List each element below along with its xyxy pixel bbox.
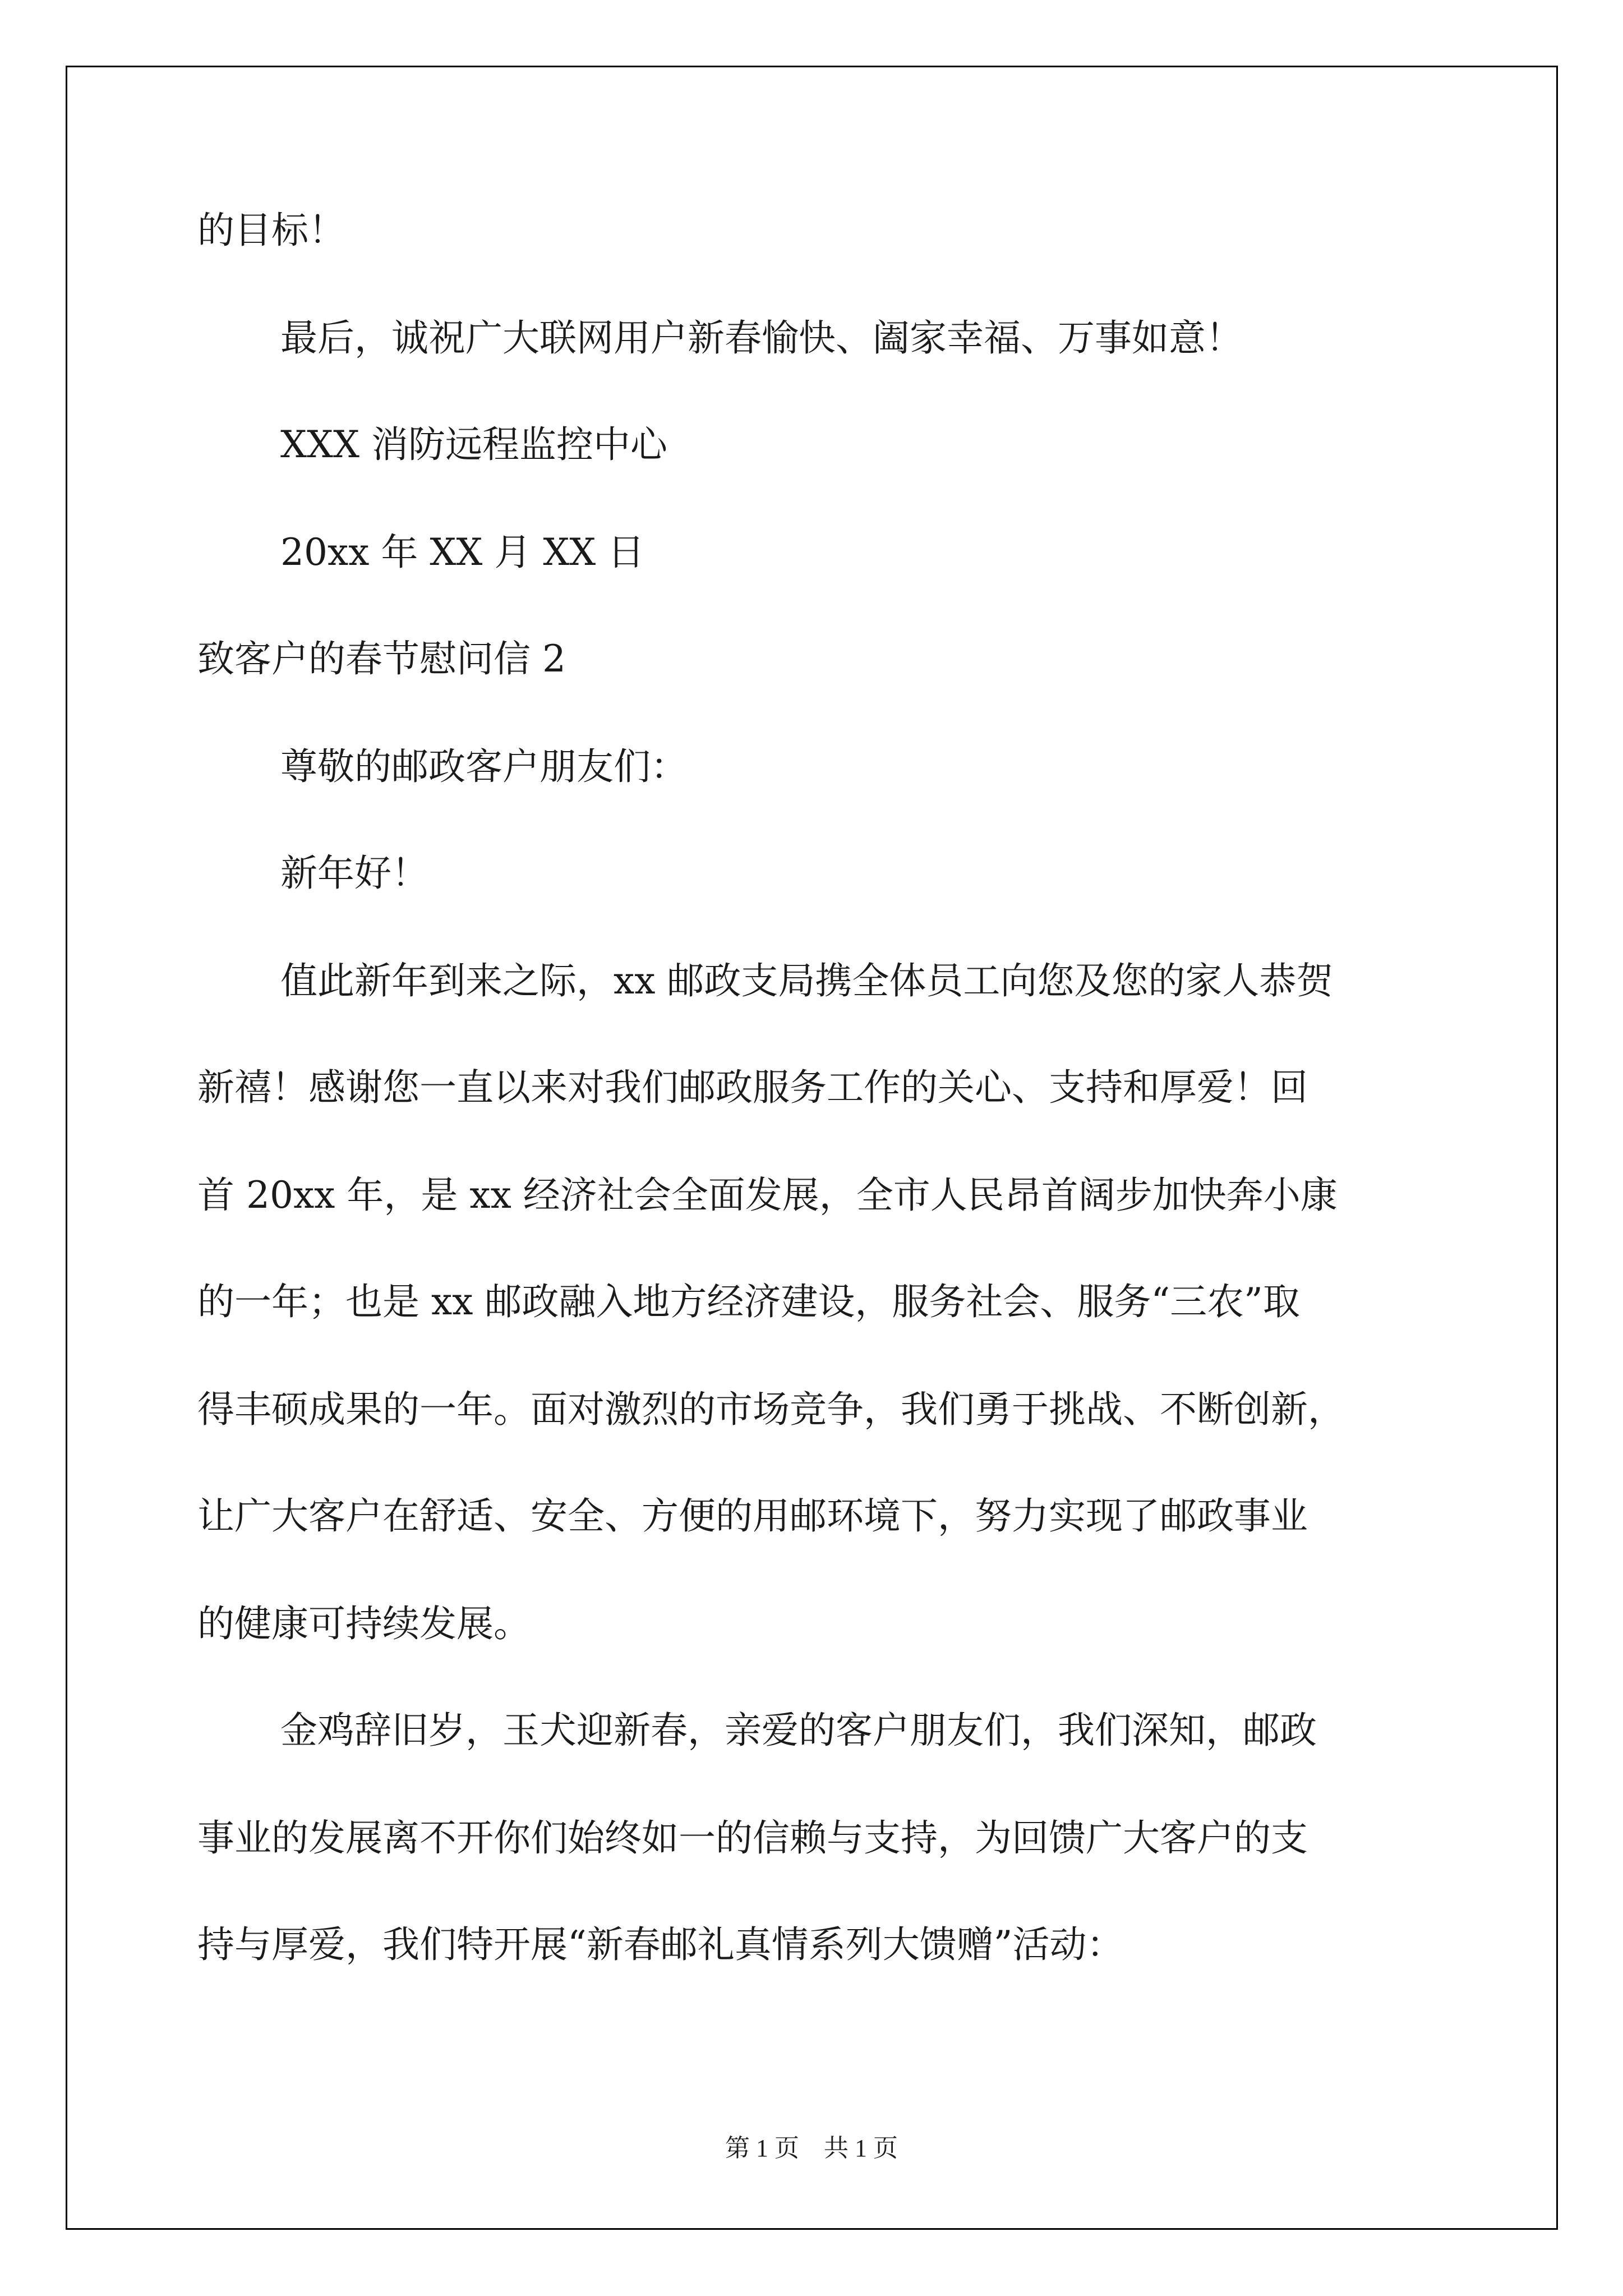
text-line: 的目标！ [197,209,345,252]
text-line: 事业的发展离不开你们始终如一的信赖与支持，为回馈广大客户的支 [197,1816,1308,1860]
text-line: XXX 消防远程监控中心 [280,423,667,466]
text-line: 新禧！感谢您一直以来对我们邮政服务工作的关心、支持和厚爱！回 [197,1066,1308,1109]
text-line: 首 20xx 年，是 xx 经济社会全面发展，全市人民昂首阔步加快奔小康 [197,1174,1338,1217]
section-title: 致客户的春节慰问信 2 [197,637,566,680]
page-footer: 第 1 页 共 1 页 [725,2134,898,2162]
greeting: 新年好！ [280,852,428,895]
salutation: 尊敬的邮政客户朋友们： [280,745,688,788]
text-line: 得丰硕成果的一年。面对激烈的市场竞争，我们勇于挑战、不断创新， [197,1388,1345,1431]
text-line: 20xx 年 XX 月 XX 日 [280,531,645,574]
page-border [66,66,1558,2230]
text-line: 持与厚爱，我们特开展“新春邮礼真情系列大馈赠”活动： [197,1923,1124,1966]
text-line: 金鸡辞旧岁，玉犬迎新春，亲爱的客户朋友们，我们深知，邮政 [280,1709,1317,1752]
text-line: 值此新年到来之际，xx 邮政支局携全体员工向您及您的家人恭贺 [280,959,1334,1002]
text-line: 的健康可持续发展。 [197,1602,531,1645]
text-line: 的一年；也是 xx 邮政融入地方经济建设，服务社会、服务“三农”取 [197,1280,1300,1323]
text-line: 最后，诚祝广大联网用户新春愉快、阖家幸福、万事如意！ [280,316,1243,360]
text-line: 让广大客户在舒适、安全、方便的用邮环境下，努力实现了邮政事业 [197,1494,1308,1538]
